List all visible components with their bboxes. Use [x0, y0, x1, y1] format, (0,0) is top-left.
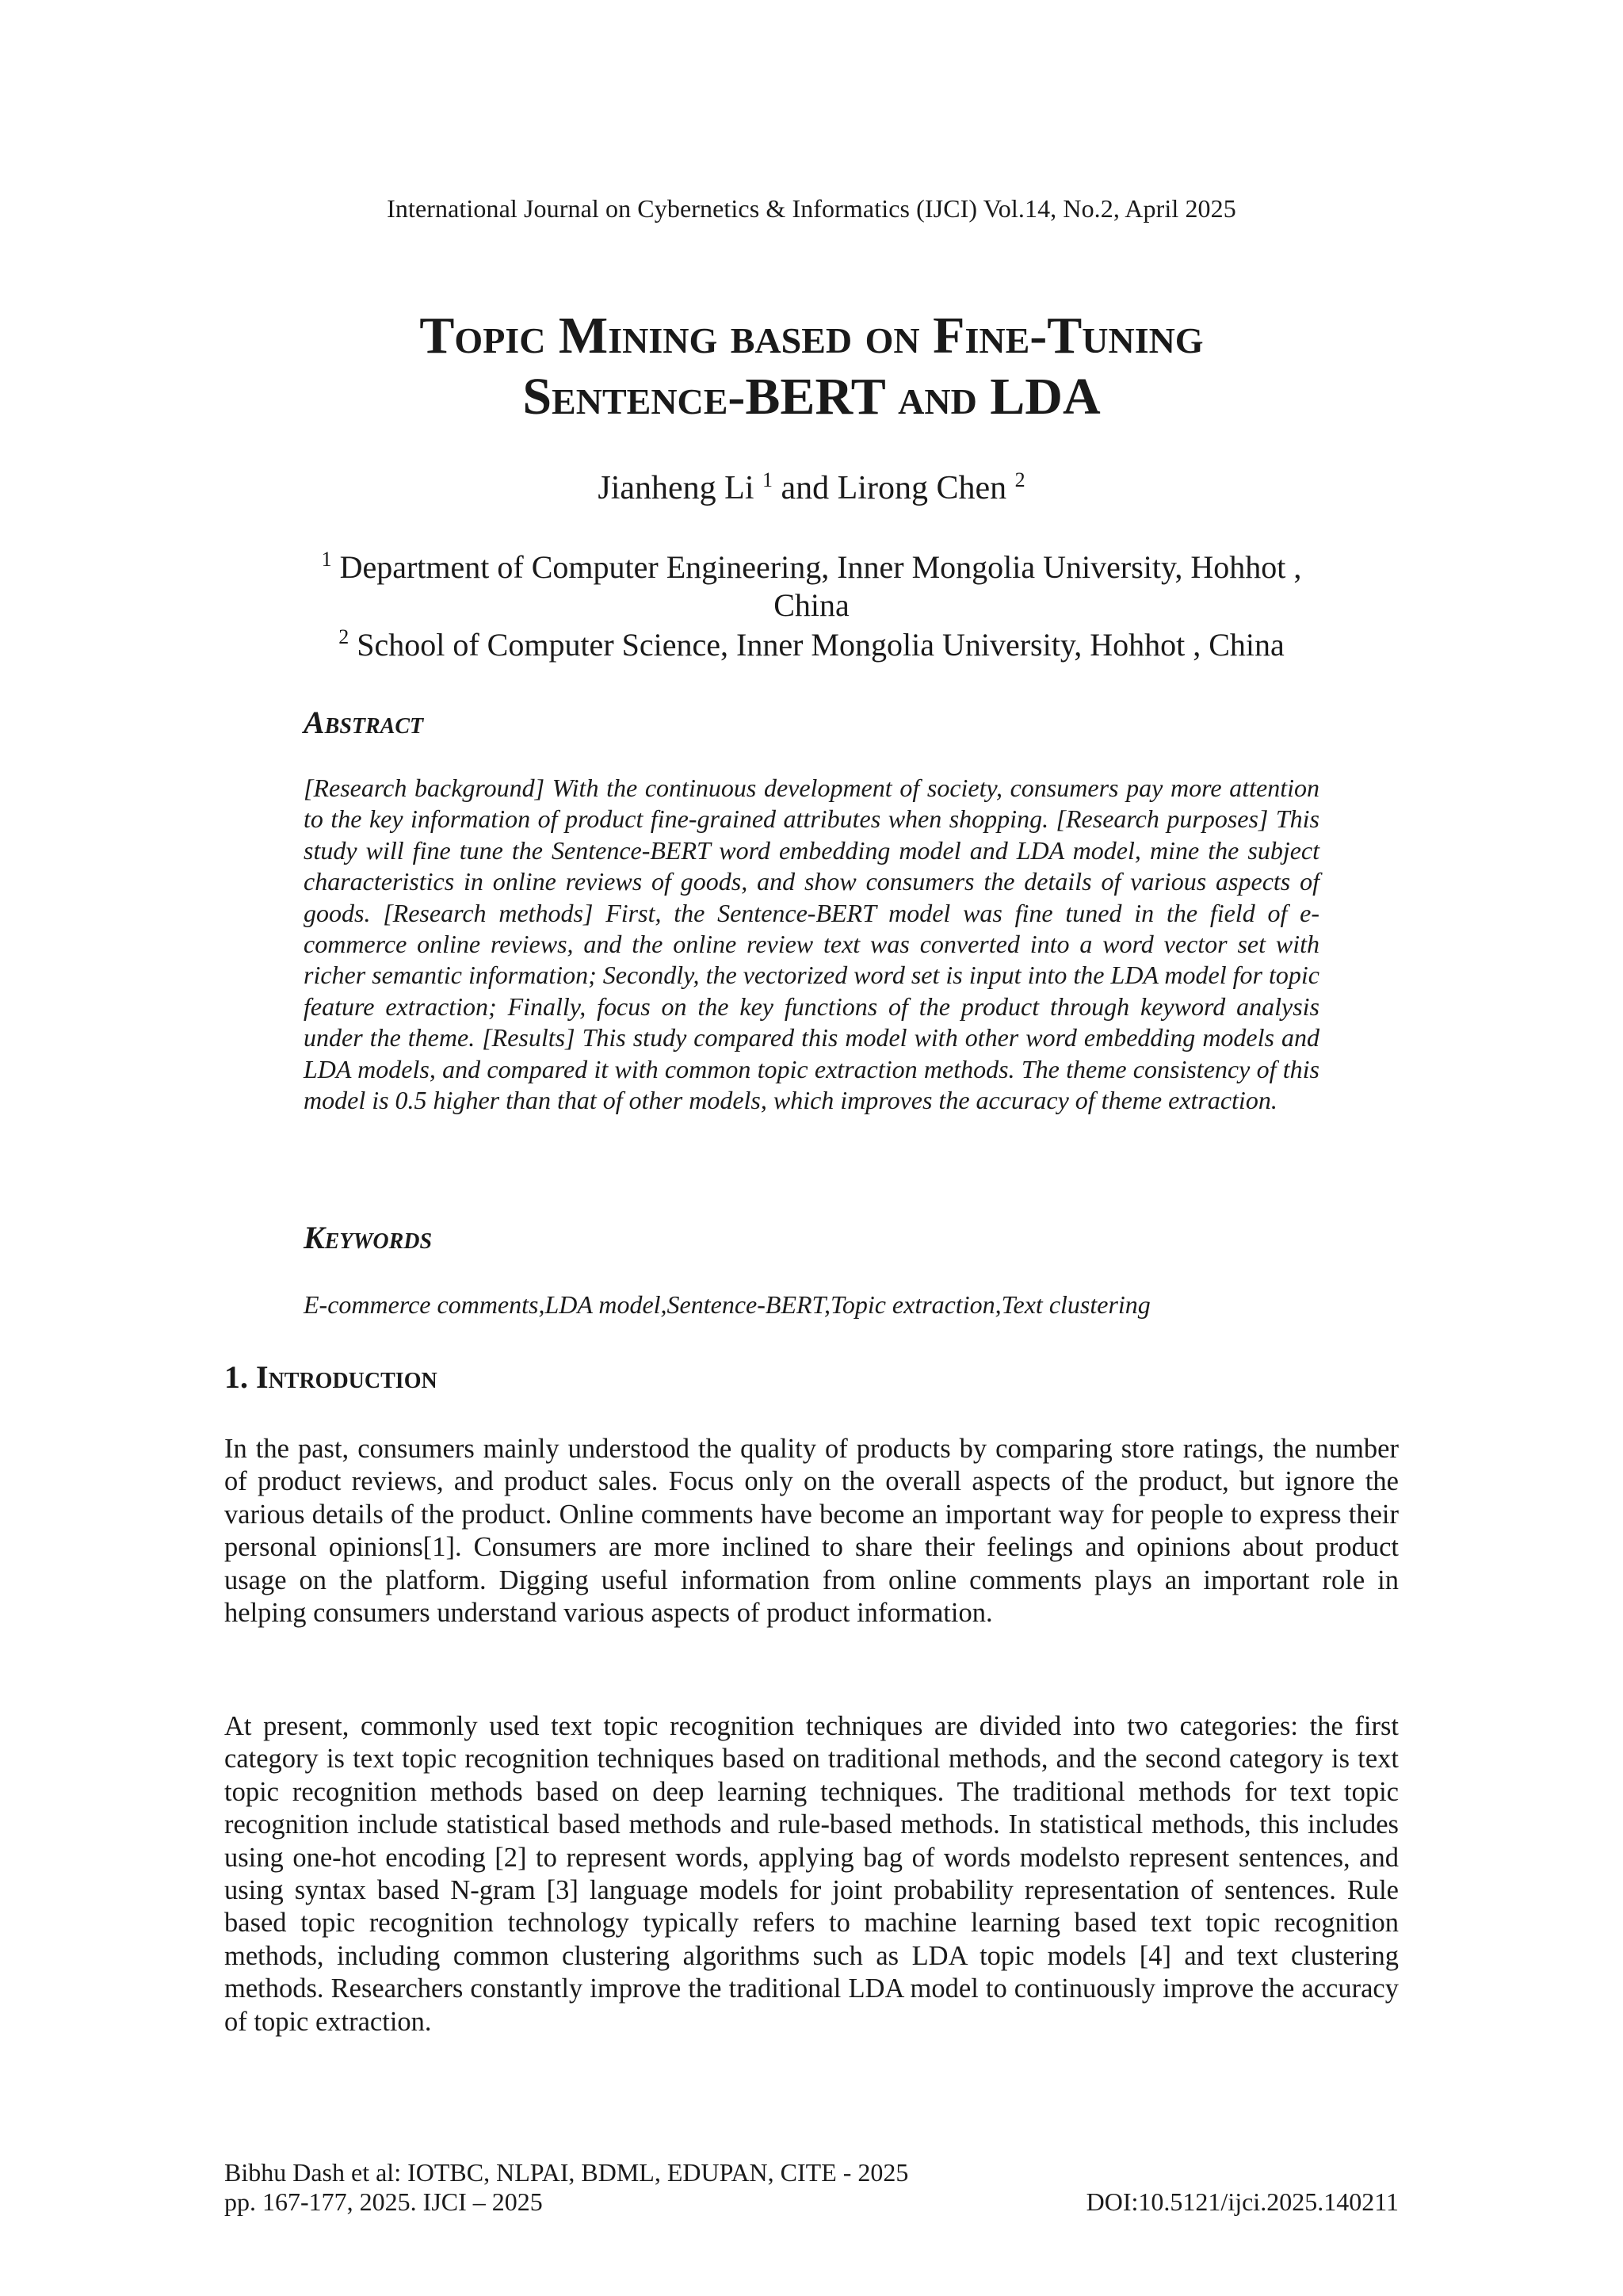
- footer-publication: [224, 2187, 1399, 2217]
- body-paragraph: At present, commonly used text topic recognition techniques are divided into two categories: the first category is text topic recognition techniques based on traditional methods, and the second category is text topic recognition methods based on deep learning techniques. The traditional methods for text topic recognition include statistical based methods and rule-based methods. In statistical methods, this includes using one-hot encoding [2] to represent words, applying bag of words modelsto represent sentences, and using syntax based N-gram [3] language models for joint probability representation of sentences. Rule based topic recognition technology typically refers to machine learning based text topic recognition methods, including common clustering algorithms such as LDA topic models [4] and text clustering methods. Researchers constantly improve the traditional LDA model to continuously improve the accuracy of topic extraction.: [224, 1711, 1399, 2037]
- keywords-text: E-commerce comments,LDA model,Sentence-BERT,Topic extraction,Text clustering: [304, 1290, 1151, 1319]
- author-affiliation-marker: 2: [1014, 468, 1025, 491]
- affiliation-text: Department of Computer Engineering, Inner Mongolia University, Hohhot , China: [339, 549, 1302, 623]
- abstract-text: [Research background] With the continuous development of society, consumers pay more attention to the key information of product fine-grained attributes when shopping. [Research purposes] This study will fine tune the Sentence-BERT word embedding model and LDA model, mine the subject characteristics in online reviews of goods, and show consumers the details of various aspects of goods. [Research methods] First, the Sentence-BERT model was fine tuned in the field of e-commerce online reviews, and the online review text was converted into a word vector set with richer semantic information; Secondly, the vectorized word set is input into the LDA model for topic feature extraction; Finally, focus on the key functions of the product through keyword analysis under the theme. [Results] This study compared this model with other word embedding models and LDA models, and compared it with common topic extraction methods. The theme consistency of this model is 0.5 higher than that of other models, which improves the accuracy of theme extraction.: [304, 774, 1319, 1115]
- affiliation-1: [295, 548, 1328, 625]
- author-list: [0, 469, 1623, 507]
- section-number: 1.: [224, 1359, 248, 1395]
- title-line-1: Topic Mining based on Fine-Tuning: [419, 307, 1204, 365]
- running-head: International Journal on Cybernetics & Informatics (IJCI) Vol.14, No.2, April 2025: [387, 194, 1236, 223]
- affiliation-marker: 2: [338, 625, 349, 648]
- author-connector: and: [781, 470, 830, 506]
- affiliation-text: School of Computer Science, Inner Mongolia University, Hohhot , China: [357, 627, 1285, 663]
- section-heading-introduction: [224, 1358, 437, 1396]
- footer-doi: DOI:10.5121/ijci.2025.140211: [1086, 2187, 1399, 2216]
- footer-pages: pp. 167-177, 2025. IJCI – 2025: [224, 2187, 543, 2216]
- abstract-heading: Abstract: [304, 705, 424, 740]
- body-paragraph: In the past, consumers mainly understood the quality of products by comparing store ratings, the number of product reviews, and product sales. Focus only on the overall aspects of the product, but ignore the various details of the product. Online comments have become an important way for people to express their personal opinions[1]. Consumers are more inclined to share their feelings and opinions about product usage on the platform. Digging useful information from online comments plays an important role in helping consumers understand various aspects of product information.: [224, 1434, 1399, 1629]
- paper-title: [0, 305, 1623, 427]
- title-line-2: Sentence-BERT and LDA: [522, 368, 1101, 426]
- author-name: Jianheng Li: [598, 470, 754, 506]
- author-affiliation-marker: 1: [762, 468, 773, 491]
- affiliation-marker: 1: [321, 548, 332, 571]
- author-name: Lirong Chen: [837, 470, 1007, 506]
- section-title: Introduction: [256, 1359, 437, 1395]
- affiliation-2: [295, 626, 1328, 664]
- footer-conference: Bibhu Dash et al: IOTBC, NLPAI, BDML, EDUPAN, CITE - 2025: [224, 2158, 909, 2187]
- keywords-heading: Keywords: [304, 1220, 433, 1255]
